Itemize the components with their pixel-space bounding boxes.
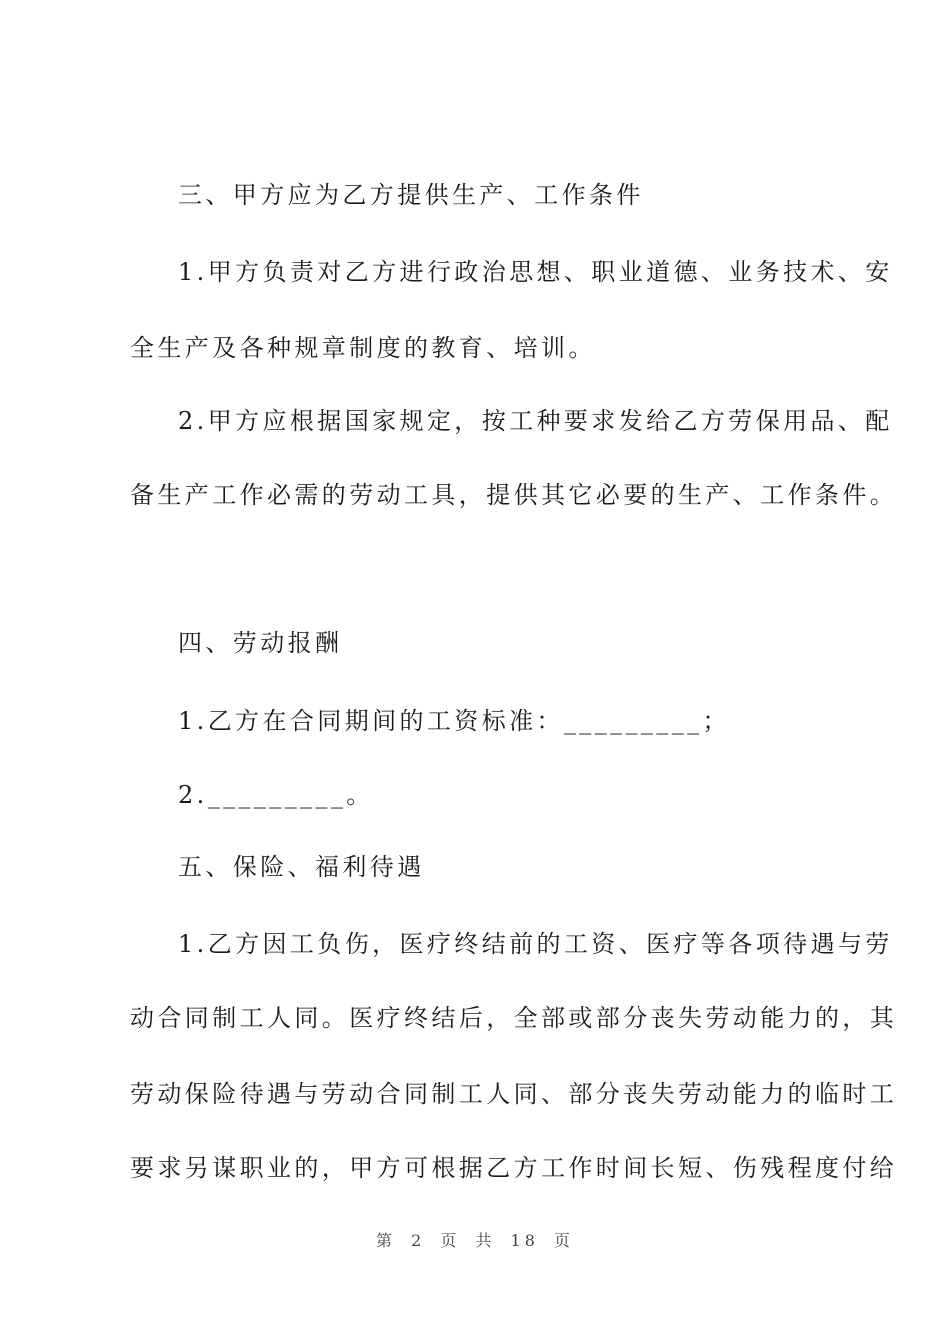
section-heading-5: 五、保险、福利待遇 xyxy=(178,853,425,881)
paragraph-3-2-line-1: 2.甲方应根据国家规定，按工种要求发给乙方劳保用品、配 xyxy=(178,407,893,435)
paragraph-5-1-line-2: 动合同制工人同。医疗终结后，全部或部分丧失劳动能力的，其 xyxy=(130,1004,898,1032)
paragraph-3-2-line-2: 备生产工作必需的劳动工具，提供其它必要的生产、工作条件。 xyxy=(130,481,898,509)
page-number-footer: 第 2 页 共 18 页 xyxy=(376,1231,574,1250)
section-heading-4: 四、劳动报酬 xyxy=(178,629,343,657)
paragraph-3-1-line-2: 全生产及各种规章制度的教育、培训。 xyxy=(130,334,596,362)
section-heading-3: 三、甲方应为乙方提供生产、工作条件 xyxy=(178,181,644,209)
paragraph-3-1-line-1: 1.甲方负责对乙方进行政治思想、职业道德、业务技术、安 xyxy=(178,258,893,286)
paragraph-5-1-line-4: 要求另谋职业的，甲方可根据乙方工作时间长短、伤残程度付给 xyxy=(130,1154,898,1182)
paragraph-5-1-line-3: 劳动保险待遇与劳动合同制工人同、部分丧失劳动能力的临时工 xyxy=(130,1080,898,1108)
paragraph-5-1-line-1: 1.乙方因工负伤，医疗终结前的工资、医疗等各项待遇与劳 xyxy=(178,930,893,958)
paragraph-4-2: 2._________。 xyxy=(178,781,374,809)
paragraph-4-1: 1.乙方在合同期间的工资标准：_________； xyxy=(178,707,730,735)
